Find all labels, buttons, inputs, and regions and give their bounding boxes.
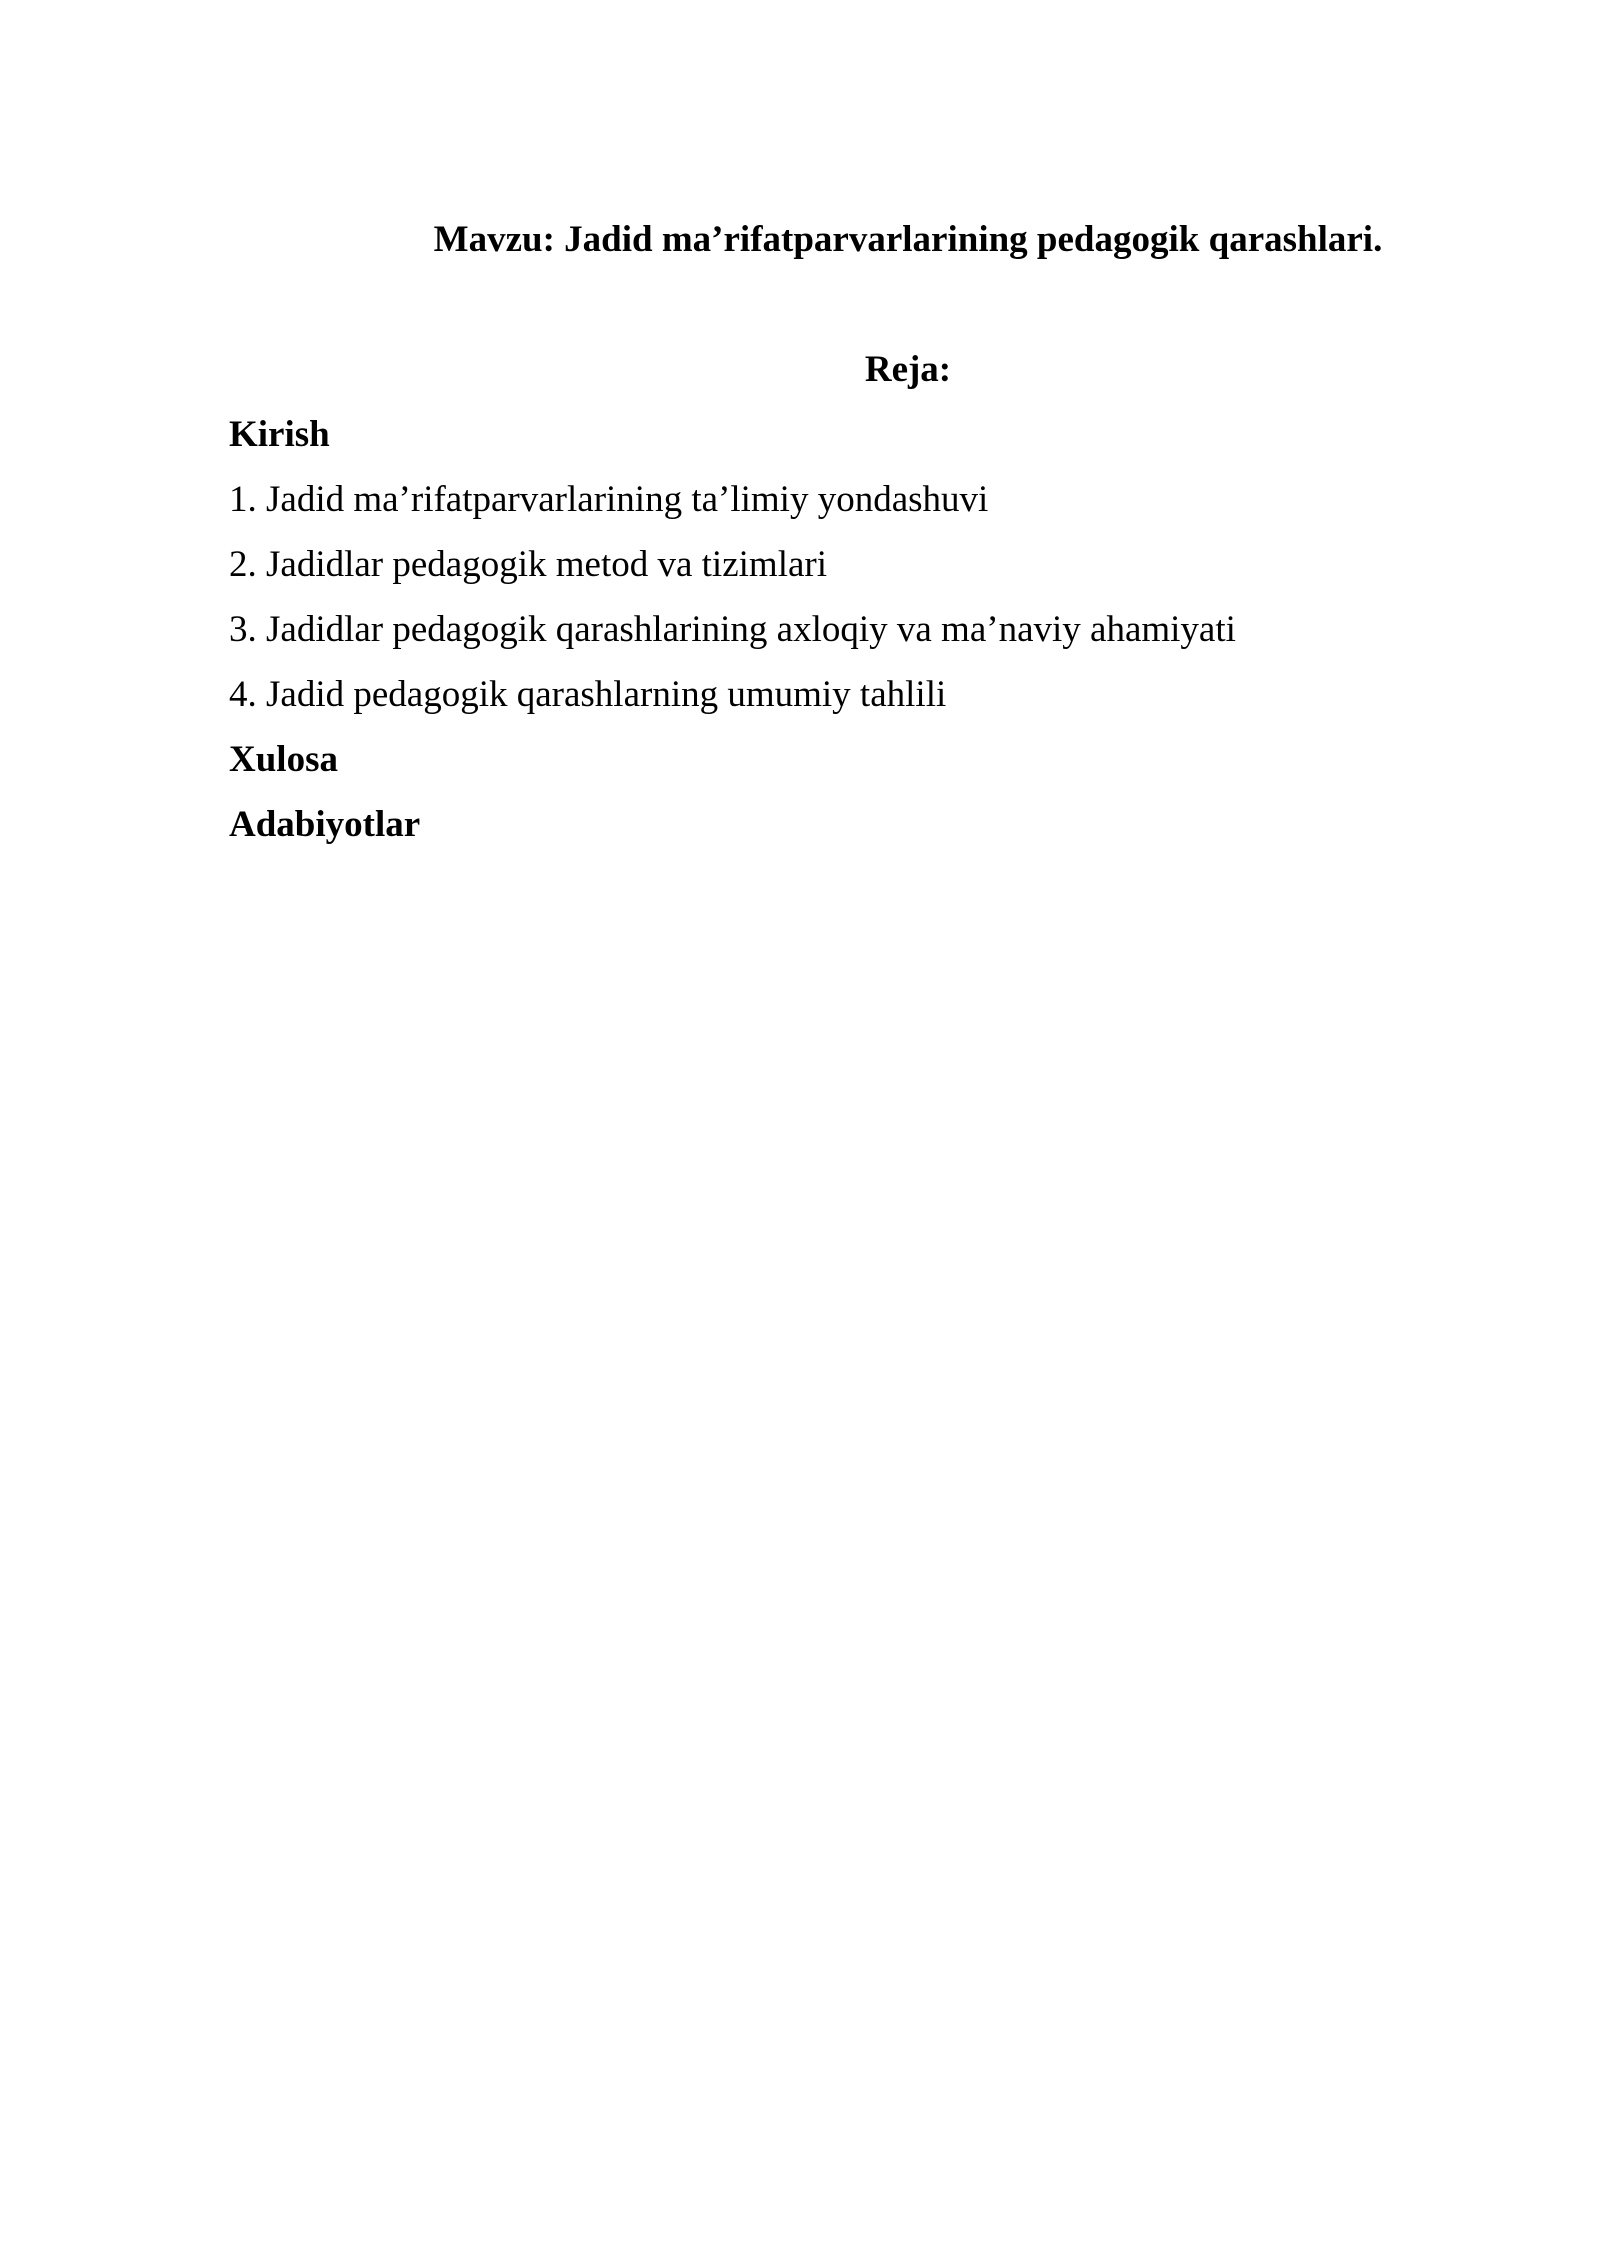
plan-item-1: 1. Jadid ma’rifatparvarlarining ta’limiy yondashuvi (229, 479, 989, 520)
plan-item-references: Adabiyotlar (229, 804, 421, 845)
plan-item-introduction: Kirish (229, 414, 330, 455)
plan-item-2: 2. Jadidlar pedagogik metod va tizimlari (229, 544, 827, 585)
document-title: Mavzu: Jadid ma’rifatparvarlarining pedagogik qarashlari. (433, 219, 1383, 260)
plan-item-3: 3. Jadidlar pedagogik qarashlarining axloqiy va ma’naviy ahamiyati (229, 609, 1236, 650)
plan-item-conclusion: Xulosa (229, 739, 338, 780)
plan-list (229, 413, 1236, 868)
plan-heading: Reja: (864, 349, 952, 390)
plan-item-4: 4. Jadid pedagogik qarashlarning umumiy tahlili (229, 674, 947, 715)
